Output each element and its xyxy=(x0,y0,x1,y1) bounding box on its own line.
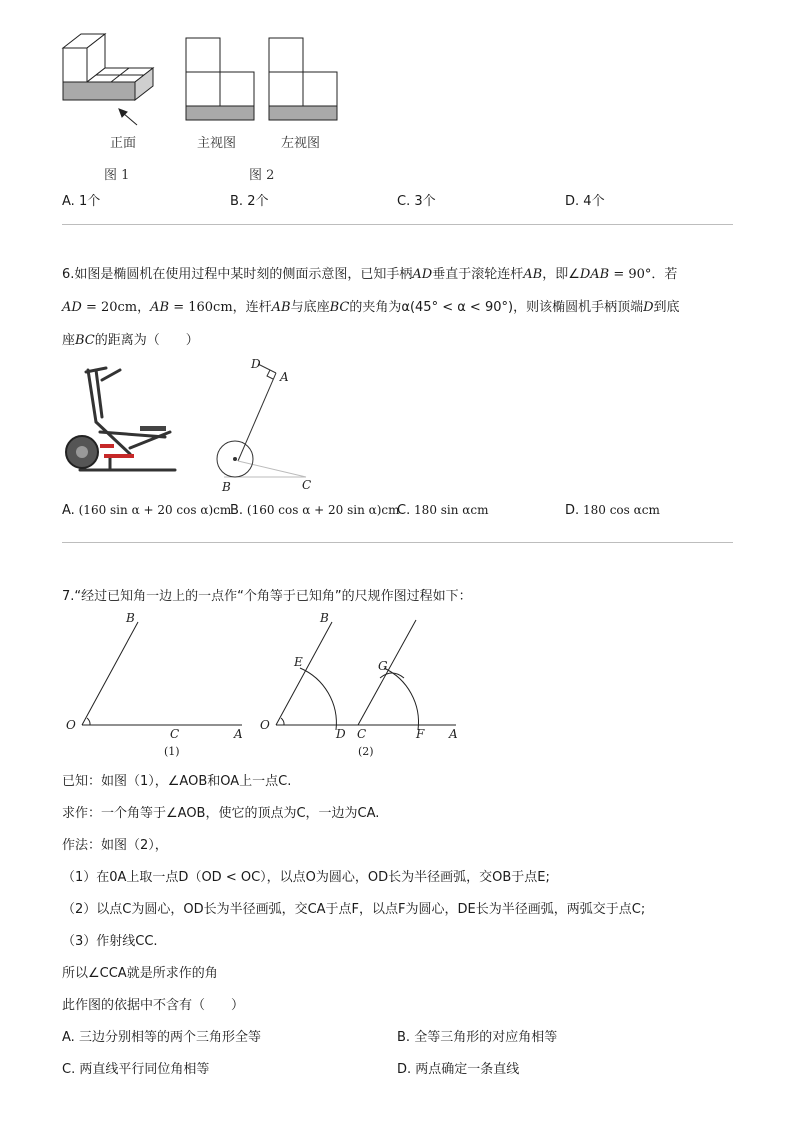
q6-line-3: 座BC的距离为（ ） xyxy=(62,333,199,348)
q6-line-2: AD = 20cm，AB = 160cm，连杆AB与底座BC的夹角为α(45° < α < 90°)，则该椭圆机手柄顶端D到底 xyxy=(62,300,680,315)
fig2-label-e: E xyxy=(294,655,303,669)
q5-option-a[interactable]: A. 1个 xyxy=(62,194,101,209)
q7-step-3: （3）作射线CC. xyxy=(62,934,158,949)
left-view-label: 左视图 xyxy=(281,136,321,151)
q7-step-1: （1）在0A上取一点D（OD < OC），以点O为圆心，OD长为半径画弧，交OB于点E; xyxy=(62,870,550,885)
q6-option-a[interactable]: A. (160 sin α + 20 cos α)cm xyxy=(62,503,232,518)
label-d: D xyxy=(251,357,261,371)
front-label: 正面 xyxy=(110,136,137,151)
q7-method: 作法：如图（2）， xyxy=(62,838,168,853)
base-bc xyxy=(238,461,306,477)
q7-figure-2 xyxy=(256,608,466,760)
fig2-label-d: D xyxy=(336,727,346,741)
q6-figure xyxy=(210,355,330,495)
fig1-label-b: B xyxy=(126,611,135,625)
q5-3d-solid xyxy=(63,34,153,100)
q6-stem xyxy=(62,258,737,357)
arc-g-cross xyxy=(380,673,404,678)
q5-option-d[interactable]: D. 4个 xyxy=(565,194,605,209)
main-view-label: 主视图 xyxy=(197,136,237,151)
q6-option-b[interactable]: B. (160 cos α + 20 sin α)cm xyxy=(230,503,400,518)
q7-option-c[interactable]: C. 两直线平行同位角相等 xyxy=(62,1062,210,1077)
fig2-label-g: G xyxy=(378,659,388,673)
q7-known: 已知：如图（1），∠AOB和OA上一点C. xyxy=(62,774,292,789)
q7-step-2: （2）以点C为圆心，OD长为半径画弧，交CA于点F，以点F为圆心，DE长为半径画弧，两弧交于点C; xyxy=(62,902,646,917)
angle-mark xyxy=(87,718,90,725)
q7-option-d[interactable]: D. 两点确定一条直线 xyxy=(397,1062,520,1077)
label-b: B xyxy=(222,480,231,494)
label-c: C xyxy=(302,478,312,492)
fig2-label-a: A xyxy=(449,727,458,741)
handle-ad xyxy=(258,364,276,373)
label-a: A xyxy=(280,370,289,384)
fig2-label-o: O xyxy=(260,718,270,732)
main-view-drawing xyxy=(186,38,254,120)
fig2-label-b: B xyxy=(320,611,329,625)
front-arrow xyxy=(119,109,137,125)
angle-mark-2 xyxy=(281,718,284,725)
arc-gf xyxy=(384,668,418,730)
q6-option-d[interactable]: D. 180 cos αcm xyxy=(565,503,660,518)
fig1-caption: (1) xyxy=(164,745,180,758)
arc-de xyxy=(300,668,336,730)
divider-1 xyxy=(62,224,733,225)
fig1-label-o: O xyxy=(66,718,76,732)
q7-option-b[interactable]: B. 全等三角形的对应角相等 xyxy=(397,1030,558,1045)
q6-option-c[interactable]: C. 180 sin αcm xyxy=(397,503,489,518)
fig2-caption: (2) xyxy=(358,745,374,758)
elliptical-machine-photo xyxy=(60,362,185,482)
q5-option-c[interactable]: C. 3个 xyxy=(397,194,436,209)
q7-title: 7.“经过已知角一边上的一点作“个角等于已知角”的尺规作图过程如下： xyxy=(62,589,472,604)
q6-line-1: 6.如图是椭圆机在使用过程中某时刻的侧面示意图，已知手柄AD垂直于滚轮连杆AB，即∠DAB = 90°．若 xyxy=(62,267,678,282)
ray-ob xyxy=(82,622,138,725)
rod-ab xyxy=(238,373,276,461)
q7-conclusion: 所以∠CCA就是所求作的角 xyxy=(62,966,218,981)
divider-2 xyxy=(62,542,733,543)
fig2-label-f: F xyxy=(416,727,425,741)
ray-ob-2 xyxy=(276,622,332,725)
left-view-drawing xyxy=(269,38,337,120)
fig2-label-c: C xyxy=(357,727,367,741)
q7-figure-1 xyxy=(60,608,250,760)
fig1-label: 图 1 xyxy=(104,168,130,183)
fig1-label-a: A xyxy=(234,727,243,741)
q7-find: 求作：一个角等于∠AOB，使它的顶点为C，一边为CA. xyxy=(62,806,380,821)
fig2-label: 图 2 xyxy=(249,168,275,183)
q5-option-b[interactable]: B. 2个 xyxy=(230,194,269,209)
fig1-label-c: C xyxy=(170,727,180,741)
q7-option-a[interactable]: A. 三边分别相等的两个三角形全等 xyxy=(62,1030,261,1045)
q7-question: 此作图的依据中不含有（ ） xyxy=(62,998,245,1013)
